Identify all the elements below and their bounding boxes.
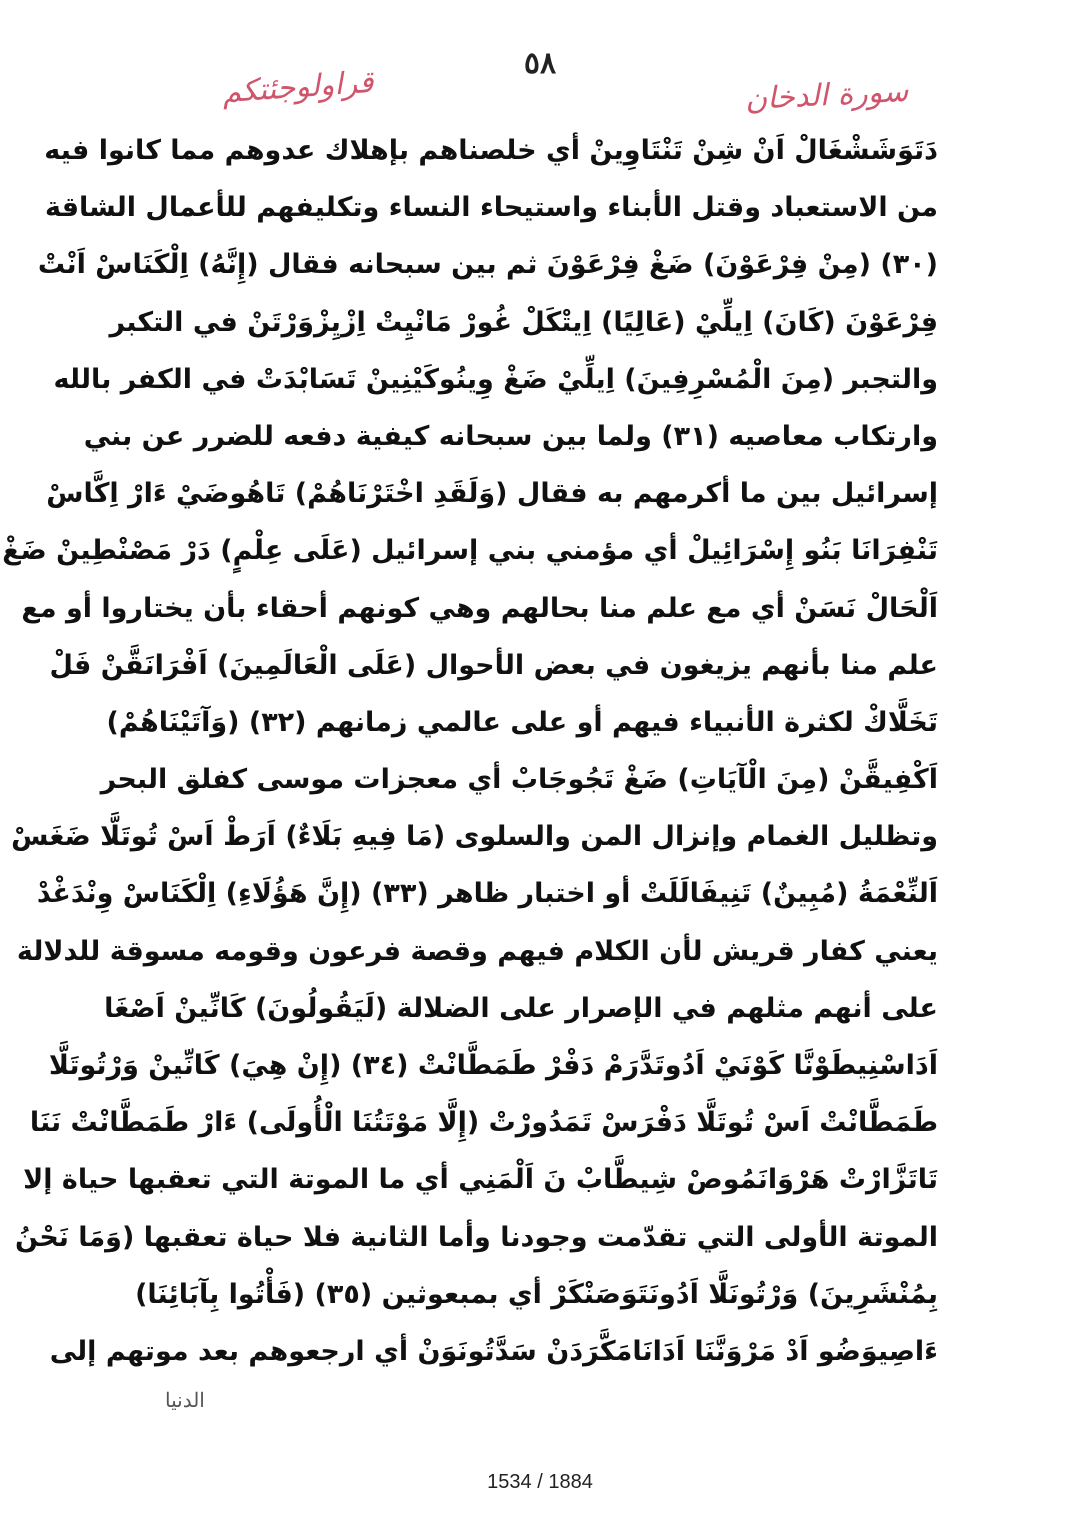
handwritten-note-left: قراولوجئتكم bbox=[220, 64, 375, 111]
text-line: بِمُنْشَرِينَ) وَرْتُونَلَّا اَدُونَتَوَصَنْكَرْ أي بمبعوثين (٣٥) (فَأْتُوا بِآبَائِنَا) bbox=[135, 1278, 938, 1310]
text-line: وارتكاب معاصيه (٣١) ولما بين سبحانه كيفية دفعه للضرر عن بني bbox=[83, 420, 938, 452]
text-line: إسرائيل بين ما أكرمهم به فقال (وَلَقَدِ اخْتَرْنَاهُمْ) تَاهُوضَيْ ءَارْ اِكَّاسْ bbox=[46, 478, 938, 510]
catchword: الدنيا bbox=[165, 1388, 205, 1412]
page-counter: 1534 / 1884 bbox=[487, 1471, 593, 1493]
text-line: فِرْعَوْنَ (كَانَ) اِيلِّيْ (عَالِيًا) اِيتْكَلْ غُورْ مَانْيِتْ اِزْيِزْوَرْتَنْ في التكبر bbox=[109, 306, 938, 338]
text-line: ءَاصِيوَضُو اَدْ مَرْوَنَّنَا اَدَانَامَكَّرَدَنْ سَدَّتُونَوَنْ أي ارجعوهم بعد موتهم إلى bbox=[49, 1335, 938, 1367]
text-line: (٣٠) (مِنْ فِرْعَوْنَ) ضَغْ فِرْعَوْنَ ثم بين سبحانه فقال (إِنَّهُ) اِلْكَنَاسْ اَنْتْ bbox=[37, 249, 938, 281]
text-line: اَدَاسْنِيطَوْنَّا كَوْنَيْ اَدُوتَدَّرَمْ دَفْرْ طَمَطَّانْتْ (٣٤) (إِنْ هِيَ) كَانِّينْ وَرْتُوتَلَّا bbox=[48, 1050, 938, 1081]
text-line: والتجبر (مِنَ الْمُسْرِفِينَ) اِيلِّيْ ضَغْ وِينُوكَيْنِينْ تَسَابْدَتْ في الكفر بالله bbox=[53, 363, 938, 395]
text-line: وتظليل الغمام وإنزال المن والسلوى (مَا فِيهِ بَلَاءٌ) اَرَطْ اَسْ تُوتَلَّا ضَغَسْ bbox=[11, 821, 938, 853]
text-line: تَخَلَّاكْ لكثرة الأنبياء فيهم أو على عالمي زمانهم (٣٢) (وَآتَيْنَاهُمْ) bbox=[106, 706, 938, 738]
text-line: تَاتَزَّارْتْ هَرْوَانَمُوصْ شِيطَّابْ نَ اَلْمَنِي أي ما الموتة التي تعقبها حياة إلا bbox=[23, 1164, 938, 1196]
text-line: من الاستعباد وقتل الأبناء واستيحاء النساء وتكليفهم للأعمال الشاقة bbox=[44, 192, 938, 224]
text-line: طَمَطَّانْتْ اَسْ تُوتَلَّا دَفْرَسْ تَمَدُورْتْ (إِلَّا مَوْتَتُنَا الْأُولَى) ءَارْ طَمَطَّانْتْ نَنَا bbox=[29, 1107, 938, 1139]
text-line: دَتَوَشَشْغَالْ اَنْ شِنْ تَنْتَاوِينْ أي خلصناهم بإهلاك عدوهم مما كانوا فيه bbox=[44, 135, 938, 166]
handwritten-note-right: سورة الدخان bbox=[743, 73, 909, 118]
page-number: ٥٨ bbox=[523, 46, 557, 81]
text-line: يعني كفار قريش لأن الكلام فيهم وقصة فرعون وقومه مسوقة للدلالة bbox=[16, 935, 938, 967]
text-line: تَنْفِرَانَا بَنُو إِسْرَائِيلْ أي مؤمني بني إسرائيل (عَلَى عِلْمٍ) دَرْ مَصْنْطِينْ ضَغْ bbox=[2, 535, 938, 567]
text-line: اَكْفِيقَّنْ (مِنَ الْآيَاتِ) ضَغْ تَجُوجَابْ أي معجزات موسى كفلق البحر bbox=[100, 764, 938, 796]
body-text bbox=[2, 122, 938, 1380]
text-line: اَلْحَالْ نَسَنْ أي مع علم منا بحالهم وهي كونهم أحقاء بأن يختاروا أو مع bbox=[21, 592, 938, 624]
text-line: على أنهم مثلهم في الإصرار على الضلالة (لَيَقُولُونَ) كَانِّينْ اَصْغَا bbox=[104, 992, 938, 1024]
text-line: اَلنِّعْمَةُ (مُبِينٌ) تَنِيفَالَلَتْ أو اختبار ظاهر (٣٣) (إِنَّ هَؤُلَاءِ) اِلْكَنَاسْ وِنْدَغْدْ bbox=[36, 878, 938, 910]
text-line: الموتة الأولى التي تقدّمت وجودنا وأما الثانية فلا حياة تعقبها (وَمَا نَحْنُ bbox=[15, 1221, 938, 1253]
text-line: علم منا بأنهم يزيغون في بعض الأحوال (عَلَى الْعَالَمِينَ) اَفْرَانَقَّنْ فَلْ bbox=[49, 649, 938, 681]
